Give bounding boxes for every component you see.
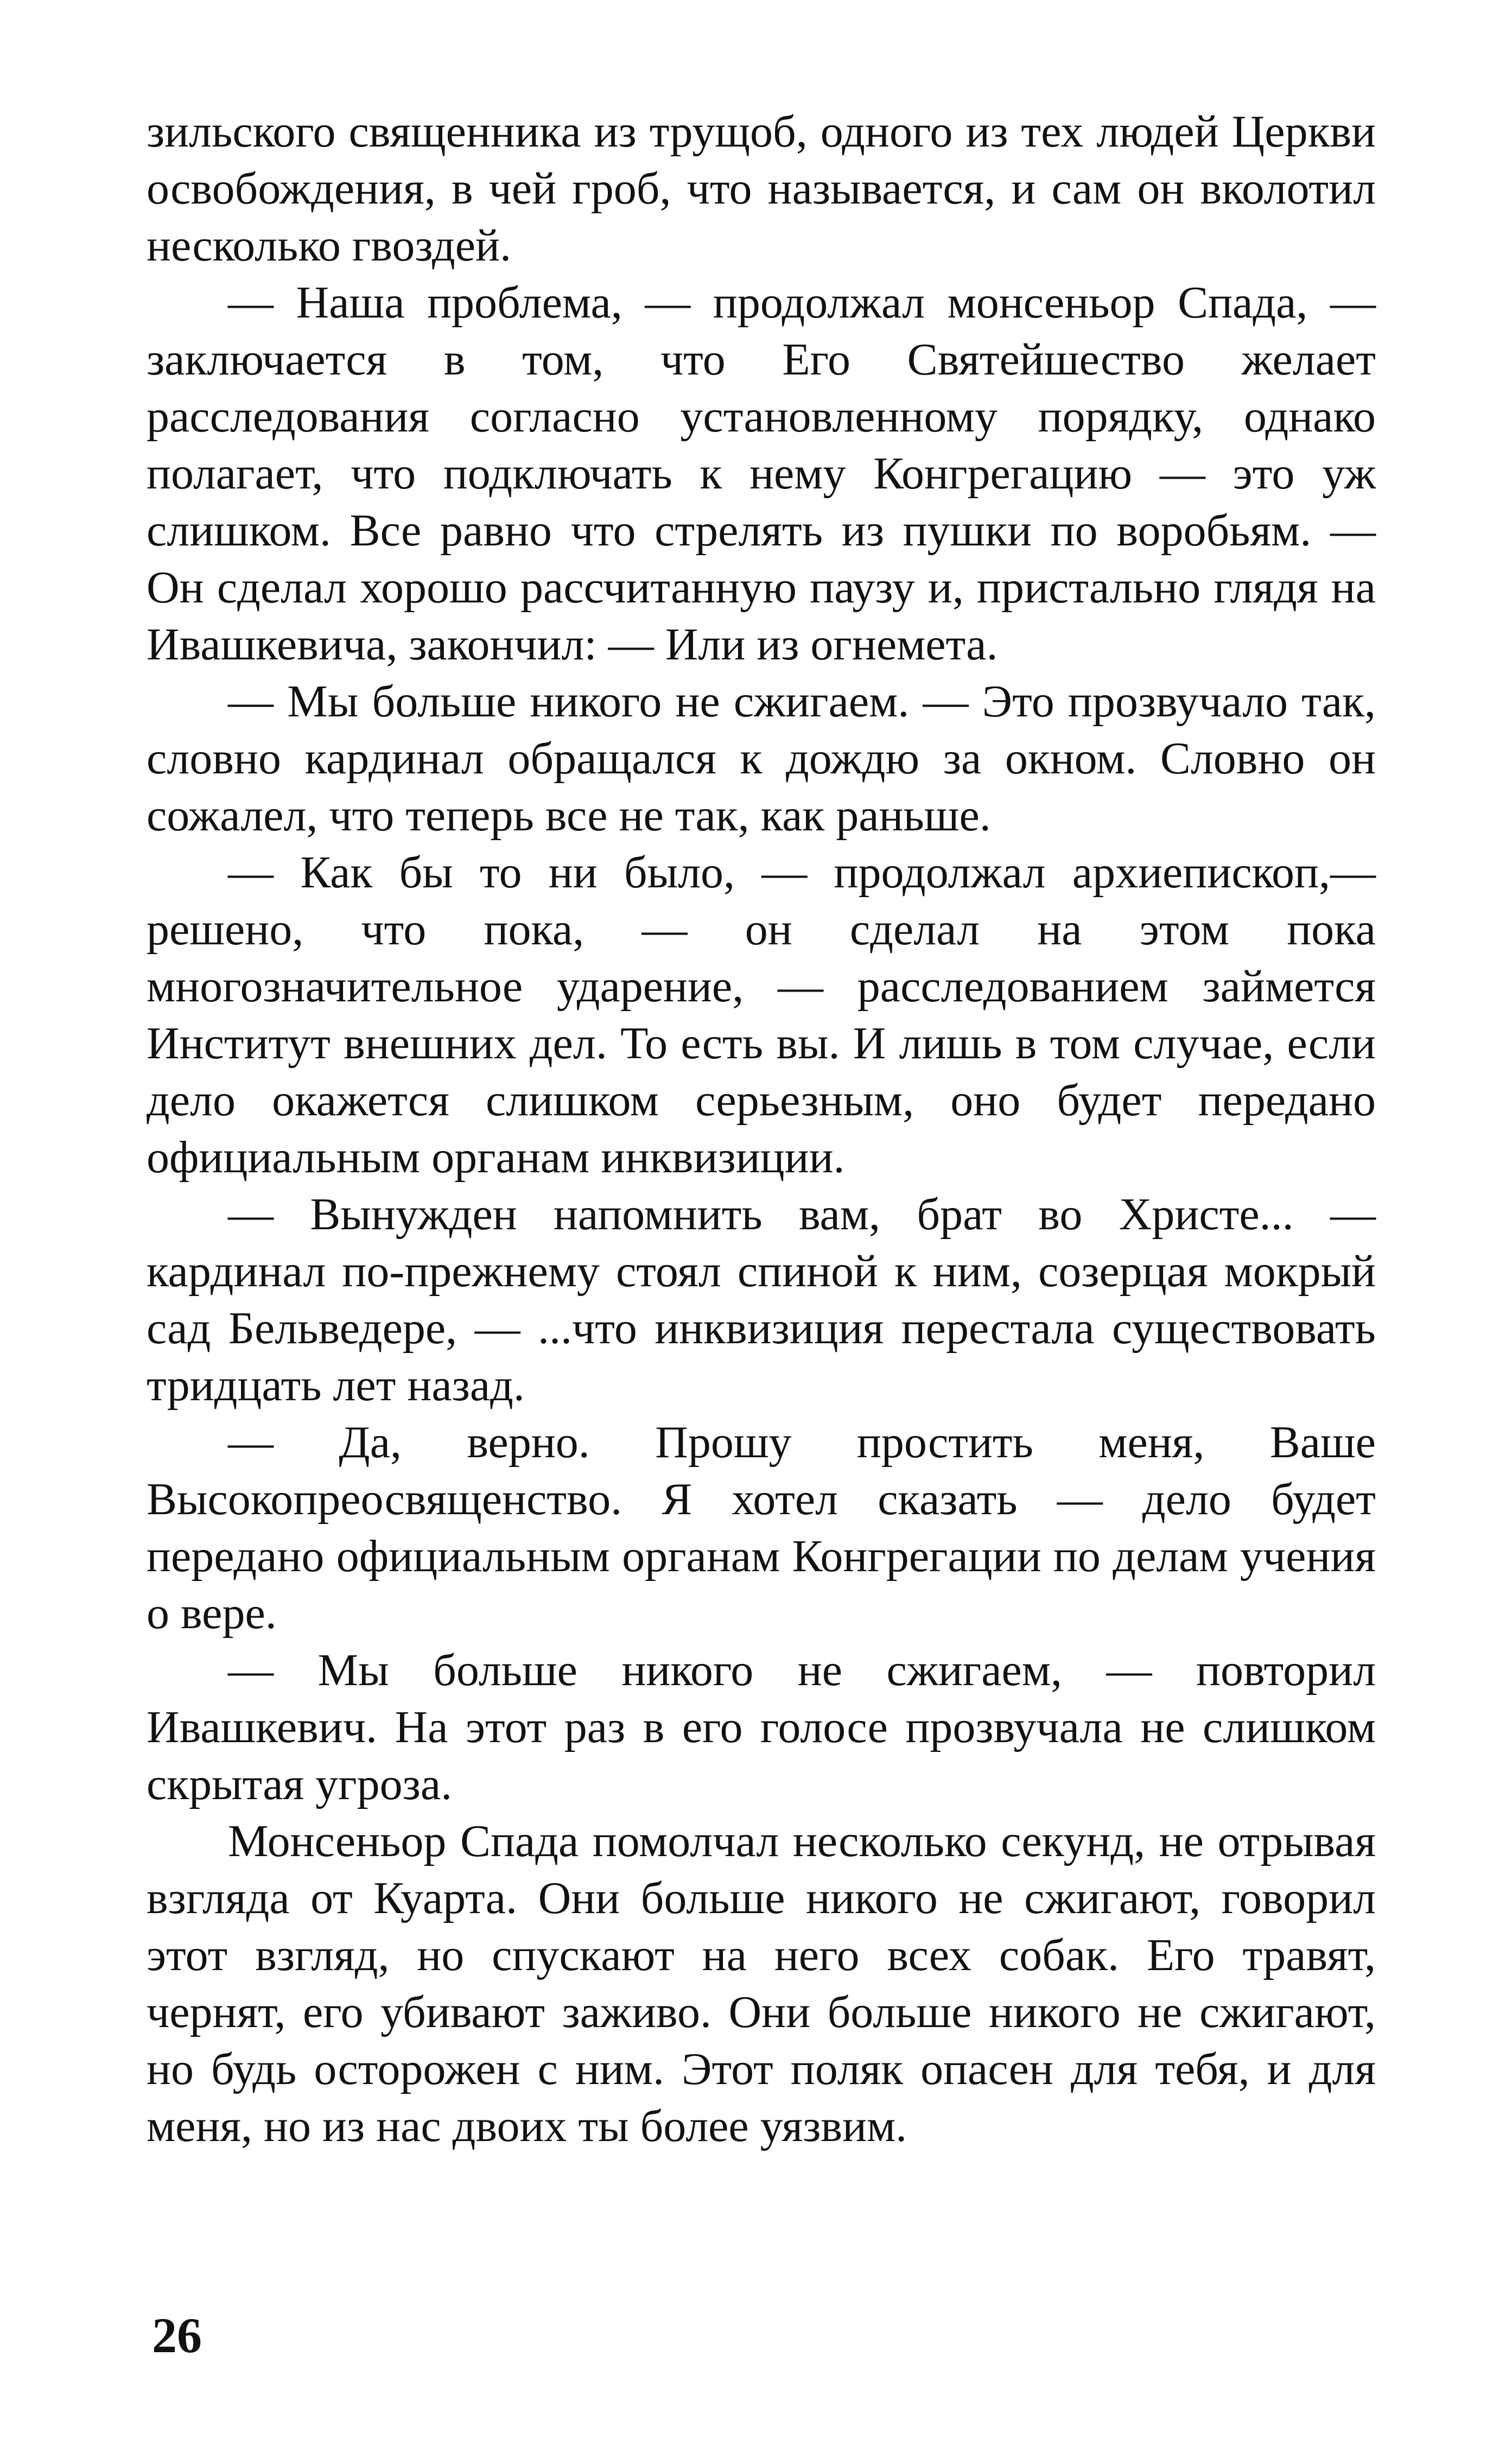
page-number: 26 (152, 2308, 202, 2363)
paragraph-6: — Да, верно. Прошу простить меня, Ваше Высокопреосвященство. Я хотел сказать — дело будет передано официальным органам Конгрегации по делам учения о вере. (147, 1417, 1376, 1638)
body-text (147, 103, 1376, 2155)
paragraph-4: — Как бы то ни было, — продолжал архиепископ,— решено, что пока, — он сделал на этом пока многозначительное ударение, — расследованием займется Институт внешних дел. То есть вы. И лишь в том случае, если дело окажется слишком серьезным, оно будет передано официальным органам инквизиции. (147, 847, 1376, 1183)
paragraph-3: — Мы больше никого не сжигаем. — Это прозвучало так, словно кардинал обращался к дождю за окном. Словно он сожалел, что теперь все не так, как раньше. (147, 676, 1376, 841)
paragraph-1: зильского священника из трущоб, одного из тех людей Церкви освобождения, в чей гроб, что называется, и сам он вколотил несколько гвоздей. (147, 106, 1376, 271)
paragraph-2: — Наша проблема, — продолжал монсеньор Спада, — заключается в том, что Его Святейшество желает расследования согласно установленному порядку, однако полагает, что подключать к нему Конгрегацию — это уж слишком. Все равно что стрелять из пушки по воробьям. — Он сделал хорошо рассчитанную паузу и, пристально глядя на Ивашкевича, закончил: — Или из огнемета. (147, 277, 1376, 670)
paragraph-5: — Вынужден напомнить вам, брат во Христе... — кардинал по-прежнему стоял спиной к ним, созерцая мокрый сад Бельведере, — ...что инквизиция перестала существовать тридцать лет назад. (147, 1189, 1376, 1411)
paragraph-8: Монсеньор Спада помолчал несколько секунд, не отрывая взгляда от Куарта. Они больше никого не сжигают, говорил этот взгляд, но спускают на него всех собак. Его травят, чернят, его убивают заживо. Они больше никого не сжигают, но будь осторожен с ним. Этот поляк опасен для тебя, и для меня, но из нас двоих ты более уязвим. (147, 1816, 1376, 2151)
paragraph-7: — Мы больше никого не сжигаем, — повторил Ивашкевич. На этот раз в его голосе прозвучала не слишком скрытая угроза. (147, 1645, 1376, 1809)
